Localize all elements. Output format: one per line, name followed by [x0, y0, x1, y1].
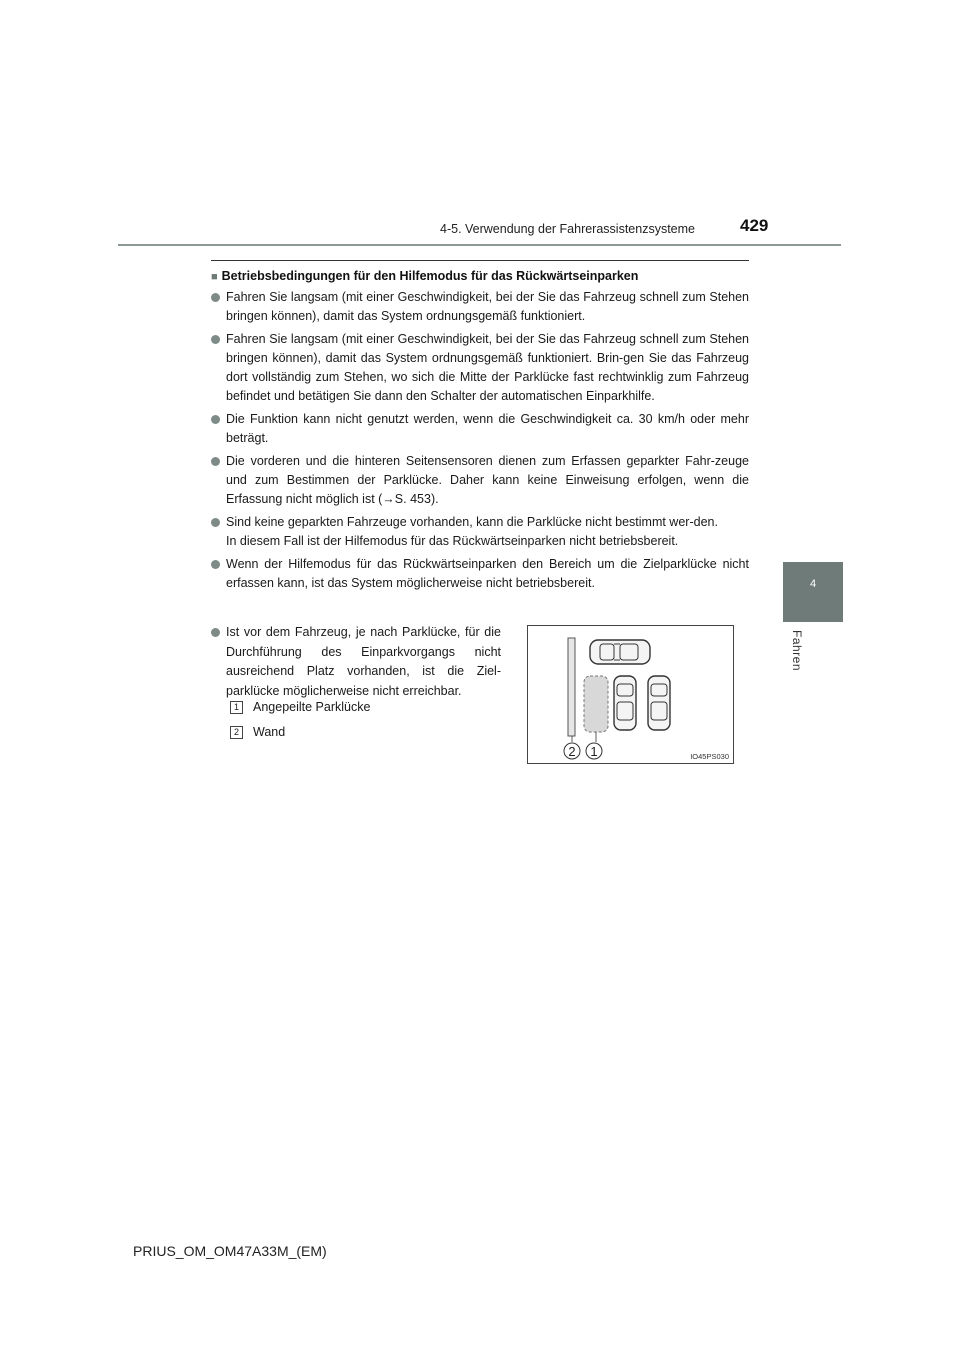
section-heading-text: Betriebsbedingungen für den Hilfemodus für das Rückwärtseinparken: [221, 269, 639, 283]
bullet-text-continued: In diesem Fall ist der Hilfemodus für das Rückwärtseinparken nicht betriebsbereit.: [226, 534, 679, 548]
legend-label: Angepeilte Parklücke: [253, 700, 371, 714]
section-rule: [211, 260, 749, 261]
bullet-item-with-figure: [211, 623, 501, 705]
bullet-dot-icon: [211, 335, 220, 344]
moving-car-shape: [590, 640, 650, 664]
header-rule: [118, 244, 841, 246]
callout-number: 2: [230, 726, 243, 739]
chapter-number: 4: [809, 578, 817, 590]
bullet-item: [211, 330, 749, 406]
bullet-text: Wenn der Hilfemodus für das Rückwärtseinparken den Bereich um die Zielparklücke nicht erfassen kann, ist das System möglicherweise nicht betriebsbereit.: [226, 557, 749, 590]
bullet-text: Die Funktion kann nicht genutzt werden, wenn die Geschwindigkeit ca. 30 km/h oder mehr beträgt.: [226, 412, 749, 445]
parked-car-shape: [648, 676, 670, 730]
page-number: 429: [740, 216, 769, 235]
bullet-dot-icon: [211, 457, 220, 466]
bullet-text: Ist vor dem Fahrzeug, je nach Parklücke, für die Durchführung des Einparkvorgangs nicht ausreichend Platz vorhanden, ist die Ziel-parklücke möglicherweise nicht erreichbar.: [226, 625, 501, 698]
bullet-item: [211, 452, 749, 509]
bullet-dot-icon: [211, 415, 220, 424]
parking-diagram: [528, 626, 733, 763]
chapter-label: Fahren: [790, 630, 804, 672]
bullet-text: Fahren Sie langsam (mit einer Geschwindigkeit, bei der Sie das Fahrzeug schnell zum Stehen bringen können), damit das System ordnungsgemäß funktioniert.: [226, 290, 749, 323]
section-heading: [211, 269, 751, 283]
figure-code: IO45PS030: [690, 752, 729, 761]
bullet-dot-icon: [211, 518, 220, 527]
callout-number: 1: [230, 701, 243, 714]
target-space-shape: [584, 676, 608, 732]
bullet-list: [211, 288, 749, 597]
bullet-dot-icon: [211, 560, 220, 569]
square-bullet-icon: ■: [211, 271, 218, 283]
bullet-item: [211, 623, 501, 701]
parking-illustration: [527, 625, 734, 764]
bullet-item: [211, 410, 749, 448]
chapter-tab: [783, 562, 843, 622]
bullet-text: Die vorderen und die hinteren Seitensensoren dienen zum Erfassen geparkter Fahr-zeuge und zum Bestimmen der Parklücke. Daher kann keine Einweisung erfolgen, wenn die Erfassung nicht möglich ist (→S. 453).: [226, 454, 749, 506]
callout-number: 2: [568, 744, 576, 759]
bullet-text: Sind keine geparkten Fahrzeuge vorhanden, kann die Parklücke nicht bestimmt wer-den.: [226, 515, 718, 529]
footer-code: PRIUS_OM_OM47A33M_(EM): [133, 1243, 327, 1259]
bullet-dot-icon: [211, 293, 220, 302]
parked-car-shape: [614, 676, 636, 730]
wall-shape: [568, 638, 575, 736]
legend-item: [230, 700, 490, 714]
bullet-item: [211, 555, 749, 593]
bullet-dot-icon: [211, 628, 220, 637]
legend-item: [230, 725, 490, 739]
callout-number: 1: [590, 744, 598, 759]
legend-label: Wand: [253, 725, 286, 739]
bullet-text: Fahren Sie langsam (mit einer Geschwindigkeit, bei der Sie das Fahrzeug schnell zum Stehen bringen können), damit das System ordnungsgemäß funktioniert. Brin-gen Sie das Fahrzeug dort vollständig zum Stehen, wo sich die Mitte der Parklücke fast rechtwinklig zum Fahrzeug befindet und betätigen Sie dann den Schalter der automatischen Einparkhilfe.: [226, 332, 749, 403]
bullet-item: [211, 513, 749, 551]
bullet-item: [211, 288, 749, 326]
header-title: 4-5. Verwendung der Fahrerassistenzsysteme: [440, 222, 695, 236]
